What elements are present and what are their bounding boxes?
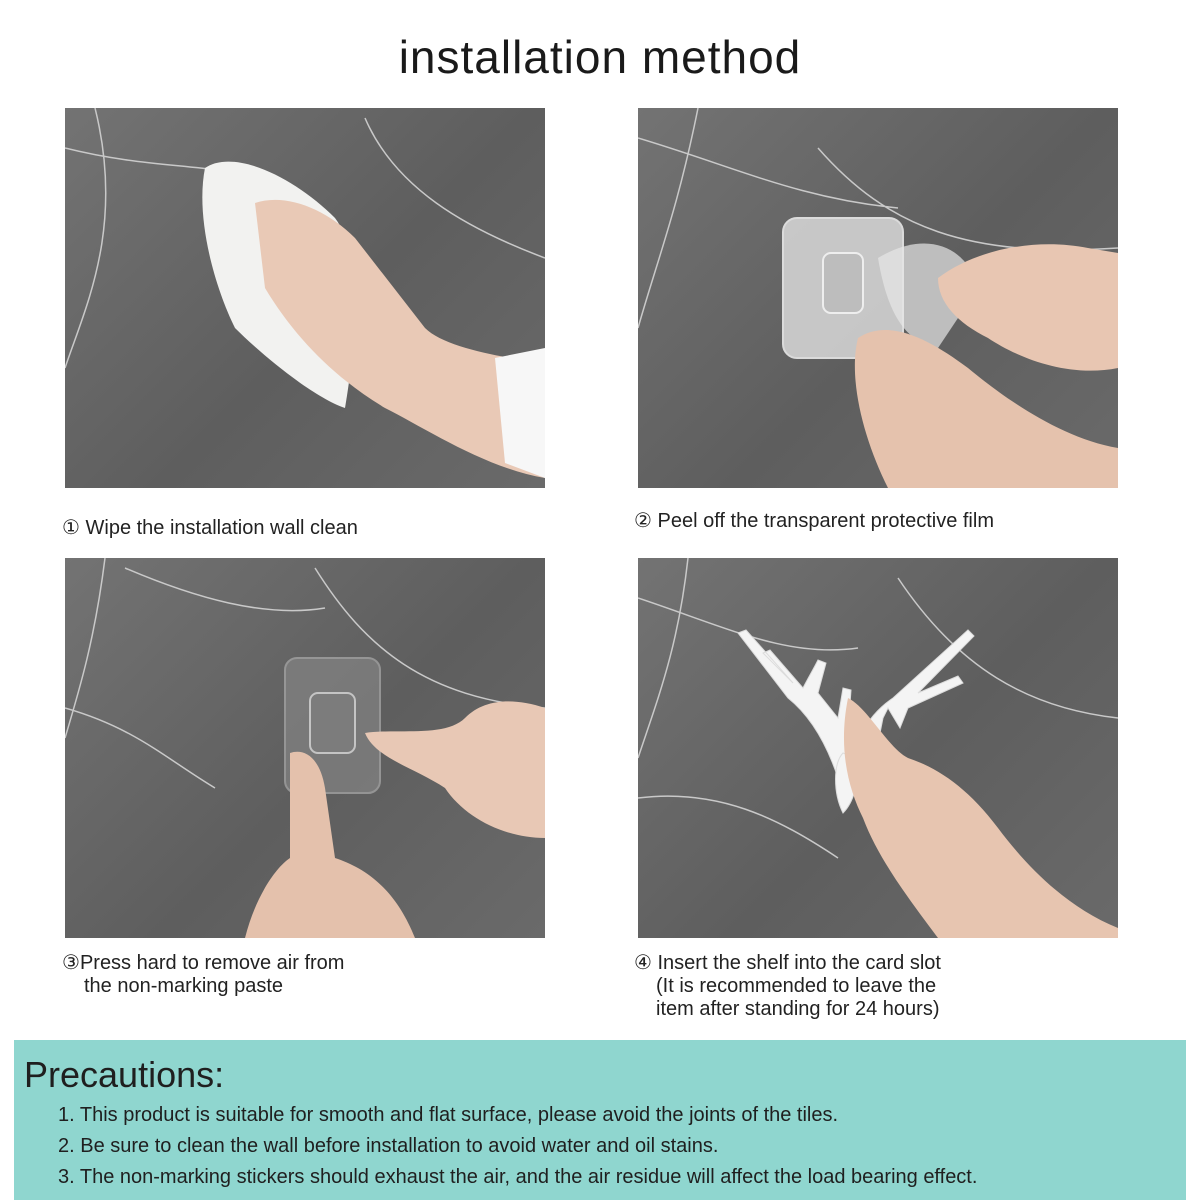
step-4-text-line-3: item after standing for 24 hours) <box>656 998 940 1020</box>
step-4-caption <box>634 952 941 1021</box>
step-3-number: ③ <box>62 952 80 974</box>
step-2-photo <box>638 108 1118 488</box>
step-2-number: ② <box>634 510 652 532</box>
step-1-caption <box>62 517 358 540</box>
step-3-text-line-2: the non-marking paste <box>84 975 284 997</box>
step-4-photo <box>638 558 1118 938</box>
step-4-number: ④ <box>634 952 652 974</box>
step-1-photo <box>65 108 545 488</box>
precaution-item-2: 2. Be sure to clean the wall before installation to avoid water and oil stains. <box>58 1135 719 1157</box>
step-3-photo <box>65 558 545 938</box>
precaution-item-1: 1. This product is suitable for smooth and flat surface, please avoid the joints of the tiles. <box>58 1104 839 1126</box>
precautions-title: Precautions: <box>24 1054 225 1095</box>
step-3-text-line-1: Press hard to remove air from <box>79 952 345 974</box>
step-4-text-line-2: (It is recommended to leave the <box>656 975 937 997</box>
precautions-box <box>14 1040 1186 1200</box>
precautions-list <box>58 1100 977 1193</box>
step-1-number: ① <box>62 517 80 539</box>
step-3-caption <box>62 952 344 998</box>
page-title: installation method <box>398 31 802 83</box>
step-4-text-line-1: Insert the shelf into the card slot <box>657 952 941 974</box>
step-1-text: Wipe the installation wall clean <box>85 517 358 539</box>
step-2-text: Peel off the transparent protective film <box>657 510 994 532</box>
precaution-item-3: 3. The non-marking stickers should exhaust the air, and the air residue will affect the load bearing effect. <box>58 1166 978 1188</box>
step-2-caption <box>634 510 994 533</box>
